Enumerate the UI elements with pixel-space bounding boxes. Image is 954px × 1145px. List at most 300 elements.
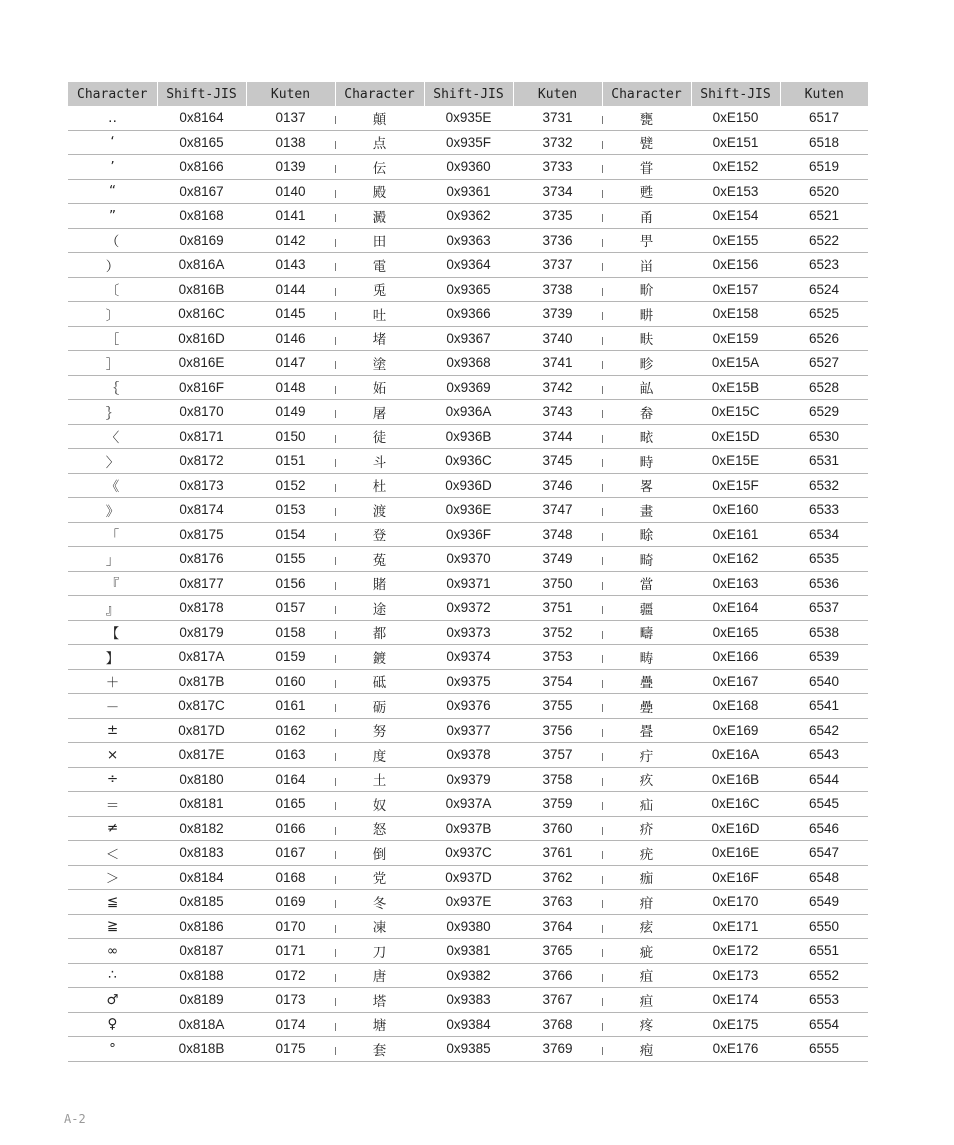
kuten-cell: 0175 [246, 1037, 335, 1062]
character-cell: 疥 [602, 816, 691, 841]
kuten-cell: 6550 [780, 914, 868, 939]
kuten-cell: 3759 [513, 792, 602, 817]
kuten-cell: 0155 [246, 547, 335, 572]
character-cell: 『 [68, 571, 157, 596]
shift-jis-cell: 0xE15A [691, 351, 780, 376]
shift-jis-cell: 0x817E [157, 743, 246, 768]
character-cell: 甼 [602, 228, 691, 253]
shift-jis-cell: 0x9377 [424, 718, 513, 743]
shift-jis-cell: 0x8177 [157, 571, 246, 596]
character-cell: ∞ [68, 939, 157, 964]
shift-jis-cell: 0x816E [157, 351, 246, 376]
kuten-cell: 0164 [246, 767, 335, 792]
shift-jis-cell: 0xE170 [691, 890, 780, 915]
character-cell: ＋ [68, 669, 157, 694]
kuten-cell: 3760 [513, 816, 602, 841]
shift-jis-cell: 0xE162 [691, 547, 780, 572]
kuten-cell: 0167 [246, 841, 335, 866]
character-cell: 党 [335, 865, 424, 890]
shift-jis-cell: 0x8174 [157, 498, 246, 523]
character-cell: ° [68, 1037, 157, 1062]
shift-jis-cell: 0xE16B [691, 767, 780, 792]
header-kuten: Kuten [246, 82, 335, 106]
shift-jis-cell: 0x936F [424, 522, 513, 547]
shift-jis-cell: 0x9364 [424, 253, 513, 278]
character-cell: 徒 [335, 424, 424, 449]
header-shift-jis: Shift-JIS [157, 82, 246, 106]
character-cell: ） [68, 253, 157, 278]
kuten-cell: 6529 [780, 400, 868, 425]
kuten-cell: 6527 [780, 351, 868, 376]
kuten-cell: 3739 [513, 302, 602, 327]
character-cell: 田 [335, 228, 424, 253]
shift-jis-cell: 0xE160 [691, 498, 780, 523]
character-cell: 渡 [335, 498, 424, 523]
character-cell: 甦 [602, 179, 691, 204]
character-cell: 〔 [68, 277, 157, 302]
table-row [68, 302, 868, 327]
character-cell: ］ [68, 351, 157, 376]
kuten-cell: 0138 [246, 130, 335, 155]
shift-jis-cell: 0x8175 [157, 522, 246, 547]
character-cell: 疳 [602, 890, 691, 915]
kuten-cell: 3758 [513, 767, 602, 792]
shift-jis-cell: 0xE150 [691, 106, 780, 130]
shift-jis-cell: 0x936B [424, 424, 513, 449]
kuten-cell: 3742 [513, 375, 602, 400]
character-cell: 登 [335, 522, 424, 547]
shift-jis-cell: 0x818B [157, 1037, 246, 1062]
kuten-cell: 0143 [246, 253, 335, 278]
kuten-cell: 6554 [780, 1012, 868, 1037]
kuten-cell: 6520 [780, 179, 868, 204]
table-row [68, 228, 868, 253]
kuten-cell: 3751 [513, 596, 602, 621]
kuten-cell: 6531 [780, 449, 868, 474]
character-cell: 畍 [602, 277, 691, 302]
kuten-cell: 0142 [246, 228, 335, 253]
character-cell: ＝ [68, 792, 157, 817]
table-row [68, 547, 868, 572]
character-code-table [68, 82, 868, 1062]
kuten-cell: 3764 [513, 914, 602, 939]
table-row [68, 645, 868, 670]
character-cell: ♂ [68, 988, 157, 1013]
kuten-cell: 6528 [780, 375, 868, 400]
shift-jis-cell: 0x9381 [424, 939, 513, 964]
character-cell: 点 [335, 130, 424, 155]
kuten-cell: 0162 [246, 718, 335, 743]
table-row [68, 596, 868, 621]
code-table [68, 82, 868, 1062]
kuten-cell: 0150 [246, 424, 335, 449]
shift-jis-cell: 0x9385 [424, 1037, 513, 1062]
shift-jis-cell: 0x8165 [157, 130, 246, 155]
shift-jis-cell: 0x8180 [157, 767, 246, 792]
character-cell: ∴ [68, 963, 157, 988]
character-cell: 疔 [602, 743, 691, 768]
kuten-cell: 0141 [246, 204, 335, 229]
table-row [68, 841, 868, 866]
kuten-cell: 0166 [246, 816, 335, 841]
shift-jis-cell: 0x8167 [157, 179, 246, 204]
shift-jis-cell: 0x9373 [424, 620, 513, 645]
header-character: Character [602, 82, 691, 106]
shift-jis-cell: 0x9383 [424, 988, 513, 1013]
character-cell: 疚 [602, 767, 691, 792]
character-cell: 畊 [602, 302, 691, 327]
character-cell: － [68, 694, 157, 719]
kuten-cell: 3748 [513, 522, 602, 547]
shift-jis-cell: 0x8169 [157, 228, 246, 253]
character-cell: ｝ [68, 400, 157, 425]
character-cell: 痃 [602, 914, 691, 939]
shift-jis-cell: 0xE166 [691, 645, 780, 670]
kuten-cell: 6532 [780, 473, 868, 498]
shift-jis-cell: 0x816B [157, 277, 246, 302]
kuten-cell: 3752 [513, 620, 602, 645]
kuten-cell: 0145 [246, 302, 335, 327]
kuten-cell: 0171 [246, 939, 335, 964]
kuten-cell: 3755 [513, 694, 602, 719]
kuten-cell: 3763 [513, 890, 602, 915]
shift-jis-cell: 0x936D [424, 473, 513, 498]
kuten-cell: 6530 [780, 424, 868, 449]
table-row [68, 351, 868, 376]
shift-jis-cell: 0xE172 [691, 939, 780, 964]
header-shift-jis: Shift-JIS [424, 82, 513, 106]
character-cell: 鍍 [335, 645, 424, 670]
shift-jis-cell: 0xE151 [691, 130, 780, 155]
kuten-cell: 3757 [513, 743, 602, 768]
shift-jis-cell: 0xE173 [691, 963, 780, 988]
character-cell: 「 [68, 522, 157, 547]
kuten-cell: 0172 [246, 963, 335, 988]
character-cell: 菟 [335, 547, 424, 572]
shift-jis-cell: 0x936C [424, 449, 513, 474]
character-cell: ＜ [68, 841, 157, 866]
kuten-cell: 6526 [780, 326, 868, 351]
table-body [68, 106, 868, 1061]
kuten-cell: 6521 [780, 204, 868, 229]
character-cell: 疉 [602, 694, 691, 719]
character-cell: 疝 [602, 792, 691, 817]
character-cell: 畉 [602, 326, 691, 351]
table-row [68, 449, 868, 474]
character-cell: 甕 [602, 106, 691, 130]
shift-jis-cell: 0x8172 [157, 449, 246, 474]
kuten-cell: 0174 [246, 1012, 335, 1037]
shift-jis-cell: 0x8168 [157, 204, 246, 229]
table-row [68, 1012, 868, 1037]
character-cell: 澱 [335, 204, 424, 229]
character-cell: 》 [68, 498, 157, 523]
kuten-cell: 6545 [780, 792, 868, 817]
shift-jis-cell: 0xE15D [691, 424, 780, 449]
shift-jis-cell: 0xE16E [691, 841, 780, 866]
kuten-cell: 6533 [780, 498, 868, 523]
kuten-cell: 3744 [513, 424, 602, 449]
character-cell: × [68, 743, 157, 768]
kuten-cell: 6541 [780, 694, 868, 719]
table-row [68, 253, 868, 278]
kuten-cell: 0154 [246, 522, 335, 547]
table-row [68, 890, 868, 915]
shift-jis-cell: 0xE15E [691, 449, 780, 474]
character-cell: 疸 [602, 988, 691, 1013]
shift-jis-cell: 0x8188 [157, 963, 246, 988]
shift-jis-cell: 0x937B [424, 816, 513, 841]
character-cell: 奴 [335, 792, 424, 817]
character-cell: 套 [335, 1037, 424, 1062]
kuten-cell: 6551 [780, 939, 868, 964]
table-row [68, 669, 868, 694]
kuten-cell: 6535 [780, 547, 868, 572]
kuten-cell: 0169 [246, 890, 335, 915]
kuten-cell: 3733 [513, 155, 602, 180]
shift-jis-cell: 0xE16A [691, 743, 780, 768]
character-cell: 」 [68, 547, 157, 572]
shift-jis-cell: 0xE163 [691, 571, 780, 596]
kuten-cell: 6518 [780, 130, 868, 155]
kuten-cell: 0140 [246, 179, 335, 204]
kuten-cell: 3747 [513, 498, 602, 523]
character-cell: 』 [68, 596, 157, 621]
shift-jis-cell: 0xE15C [691, 400, 780, 425]
page-number: A-2 [64, 1112, 86, 1126]
shift-jis-cell: 0x935F [424, 130, 513, 155]
kuten-cell: 3735 [513, 204, 602, 229]
character-cell: （ [68, 228, 157, 253]
character-cell: 努 [335, 718, 424, 743]
character-cell: 塗 [335, 351, 424, 376]
shift-jis-cell: 0xE161 [691, 522, 780, 547]
kuten-cell: 6539 [780, 645, 868, 670]
character-cell: 疱 [602, 1037, 691, 1062]
character-cell: 凍 [335, 914, 424, 939]
kuten-cell: 6544 [780, 767, 868, 792]
shift-jis-cell: 0xE152 [691, 155, 780, 180]
kuten-cell: 3738 [513, 277, 602, 302]
kuten-cell: 3768 [513, 1012, 602, 1037]
character-cell: 《 [68, 473, 157, 498]
kuten-cell: 3734 [513, 179, 602, 204]
table-row [68, 375, 868, 400]
shift-jis-cell: 0x937D [424, 865, 513, 890]
character-cell: ‥ [68, 106, 157, 130]
table-row [68, 939, 868, 964]
character-cell: 〉 [68, 449, 157, 474]
shift-jis-cell: 0xE155 [691, 228, 780, 253]
table-row [68, 424, 868, 449]
character-cell: 甬 [602, 204, 691, 229]
shift-jis-cell: 0x817B [157, 669, 246, 694]
kuten-cell: 6543 [780, 743, 868, 768]
shift-jis-cell: 0x9360 [424, 155, 513, 180]
character-cell: ‘ [68, 130, 157, 155]
table-row [68, 204, 868, 229]
character-cell: 都 [335, 620, 424, 645]
shift-jis-cell: 0x8185 [157, 890, 246, 915]
shift-jis-cell: 0x9379 [424, 767, 513, 792]
character-cell: ± [68, 718, 157, 743]
character-cell: 唐 [335, 963, 424, 988]
kuten-cell: 3746 [513, 473, 602, 498]
kuten-cell: 6525 [780, 302, 868, 327]
character-cell: 疼 [602, 1012, 691, 1037]
kuten-cell: 3740 [513, 326, 602, 351]
shift-jis-cell: 0xE176 [691, 1037, 780, 1062]
kuten-cell: 0151 [246, 449, 335, 474]
character-cell: 賭 [335, 571, 424, 596]
kuten-cell: 6523 [780, 253, 868, 278]
character-cell: “ [68, 179, 157, 204]
shift-jis-cell: 0x8184 [157, 865, 246, 890]
kuten-cell: 3756 [513, 718, 602, 743]
shift-jis-cell: 0x818A [157, 1012, 246, 1037]
shift-jis-cell: 0x816F [157, 375, 246, 400]
character-cell: ≠ [68, 816, 157, 841]
shift-jis-cell: 0xE154 [691, 204, 780, 229]
character-cell: 伝 [335, 155, 424, 180]
table-row [68, 620, 868, 645]
table-row [68, 816, 868, 841]
shift-jis-cell: 0x8183 [157, 841, 246, 866]
kuten-cell: 6519 [780, 155, 868, 180]
character-cell: 畚 [602, 400, 691, 425]
kuten-cell: 0148 [246, 375, 335, 400]
shift-jis-cell: 0x816D [157, 326, 246, 351]
table-row [68, 1037, 868, 1062]
table-row [68, 988, 868, 1013]
shift-jis-cell: 0x9362 [424, 204, 513, 229]
character-cell: 塘 [335, 1012, 424, 1037]
shift-jis-cell: 0xE167 [691, 669, 780, 694]
kuten-cell: 0173 [246, 988, 335, 1013]
shift-jis-cell: 0x8166 [157, 155, 246, 180]
shift-jis-cell: 0x8178 [157, 596, 246, 621]
character-cell: 甞 [602, 155, 691, 180]
character-cell: 殿 [335, 179, 424, 204]
shift-jis-cell: 0x9380 [424, 914, 513, 939]
character-cell: 〕 [68, 302, 157, 327]
shift-jis-cell: 0x817C [157, 694, 246, 719]
character-cell: 〈 [68, 424, 157, 449]
character-cell: 杜 [335, 473, 424, 498]
shift-jis-cell: 0x9382 [424, 963, 513, 988]
shift-jis-cell: 0xE15F [691, 473, 780, 498]
table-row [68, 865, 868, 890]
character-cell: ｛ [68, 375, 157, 400]
kuten-cell: 0149 [246, 400, 335, 425]
shift-jis-cell: 0xE156 [691, 253, 780, 278]
shift-jis-cell: 0xE168 [691, 694, 780, 719]
kuten-cell: 6548 [780, 865, 868, 890]
header-character: Character [68, 82, 157, 106]
shift-jis-cell: 0xE153 [691, 179, 780, 204]
character-cell: 倒 [335, 841, 424, 866]
table-row [68, 473, 868, 498]
shift-jis-cell: 0xE158 [691, 302, 780, 327]
character-cell: 砥 [335, 669, 424, 694]
table-row [68, 718, 868, 743]
character-cell: ≦ [68, 890, 157, 915]
shift-jis-cell: 0x9375 [424, 669, 513, 694]
character-cell: 屠 [335, 400, 424, 425]
shift-jis-cell: 0x8164 [157, 106, 246, 130]
character-cell: ［ [68, 326, 157, 351]
shift-jis-cell: 0x8189 [157, 988, 246, 1013]
character-cell: ’ [68, 155, 157, 180]
kuten-cell: 0168 [246, 865, 335, 890]
kuten-cell: 0165 [246, 792, 335, 817]
kuten-cell: 0137 [246, 106, 335, 130]
shift-jis-cell: 0x9365 [424, 277, 513, 302]
character-cell: 畸 [602, 547, 691, 572]
table-row [68, 155, 868, 180]
kuten-cell: 3767 [513, 988, 602, 1013]
table-row [68, 106, 868, 130]
shift-jis-cell: 0xE169 [691, 718, 780, 743]
table-row [68, 326, 868, 351]
character-cell: ÷ [68, 767, 157, 792]
kuten-cell: 6547 [780, 841, 868, 866]
kuten-cell: 0146 [246, 326, 335, 351]
shift-jis-cell: 0x9371 [424, 571, 513, 596]
shift-jis-cell: 0x9366 [424, 302, 513, 327]
character-cell: ≧ [68, 914, 157, 939]
kuten-cell: 6537 [780, 596, 868, 621]
table-row [68, 179, 868, 204]
table-row [68, 498, 868, 523]
kuten-cell: 3761 [513, 841, 602, 866]
shift-jis-cell: 0x817A [157, 645, 246, 670]
table-row [68, 767, 868, 792]
shift-jis-cell: 0x935E [424, 106, 513, 130]
shift-jis-cell: 0xE15B [691, 375, 780, 400]
character-cell: 】 [68, 645, 157, 670]
kuten-cell: 0159 [246, 645, 335, 670]
character-cell: 度 [335, 743, 424, 768]
shift-jis-cell: 0x8187 [157, 939, 246, 964]
table-row [68, 130, 868, 155]
header-kuten: Kuten [780, 82, 868, 106]
shift-jis-cell: 0x9372 [424, 596, 513, 621]
kuten-cell: 3766 [513, 963, 602, 988]
kuten-cell: 3750 [513, 571, 602, 596]
character-cell: 斗 [335, 449, 424, 474]
character-cell: 途 [335, 596, 424, 621]
header-kuten: Kuten [513, 82, 602, 106]
character-cell: 疆 [602, 596, 691, 621]
shift-jis-cell: 0xE171 [691, 914, 780, 939]
kuten-cell: 0147 [246, 351, 335, 376]
character-cell: 畛 [602, 351, 691, 376]
kuten-cell: 0170 [246, 914, 335, 939]
kuten-cell: 6536 [780, 571, 868, 596]
table-row [68, 571, 868, 596]
character-cell: 痂 [602, 865, 691, 890]
kuten-cell: 6546 [780, 816, 868, 841]
kuten-cell: 6540 [780, 669, 868, 694]
kuten-cell: 0156 [246, 571, 335, 596]
kuten-cell: 6517 [780, 106, 868, 130]
character-cell: 土 [335, 767, 424, 792]
kuten-cell: 0158 [246, 620, 335, 645]
table-row [68, 694, 868, 719]
character-cell: 畤 [602, 449, 691, 474]
kuten-cell: 0144 [246, 277, 335, 302]
